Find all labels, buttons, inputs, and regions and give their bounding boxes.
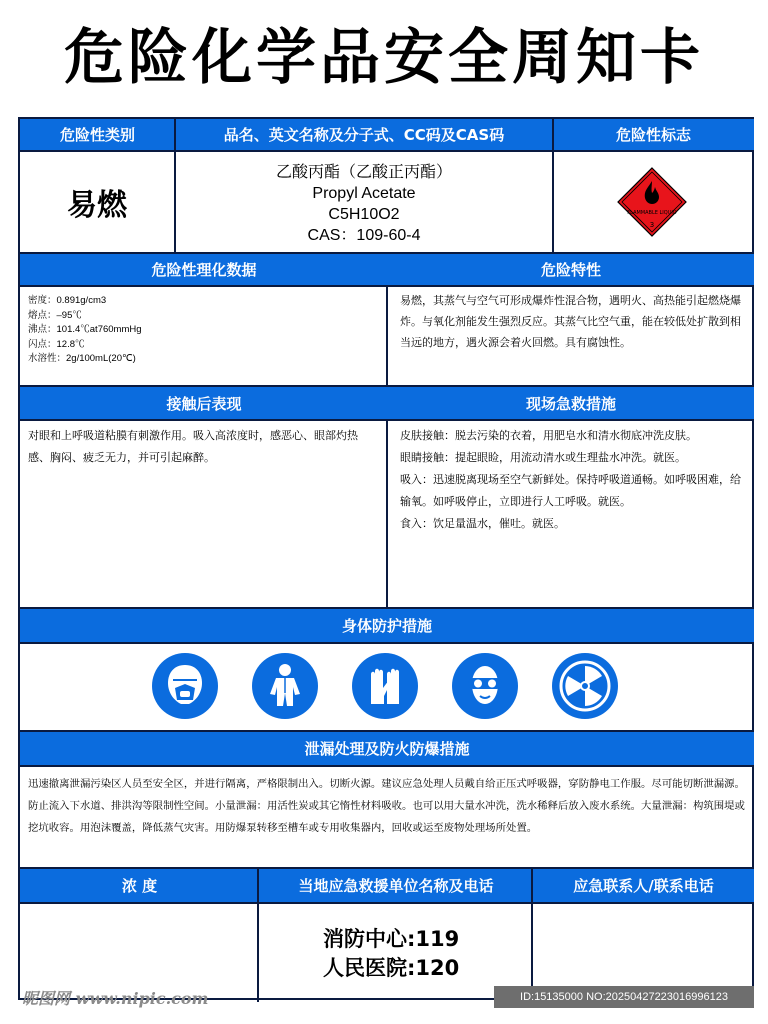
- first-aid-inhalation: 吸入：迅速脱离现场至空气新鲜处。保持呼吸道通畅。如呼吸困难，给输氧。如呼吸停止，立即进行人工呼吸。就医。: [400, 473, 741, 508]
- header-hazard-category: 危险性类别: [20, 117, 175, 152]
- first-aid-skin: 皮肤接触：脱去污染的衣着，用肥皂水和清水彻底冲洗皮肤。: [400, 429, 697, 442]
- goggles-icon: [452, 653, 518, 719]
- physchem-flash-point: 闪点：12.8℃: [28, 338, 85, 350]
- sign-class-number: 3: [649, 221, 655, 229]
- gloves-icon: [352, 653, 418, 719]
- header-concentration: 浓 度: [20, 867, 259, 904]
- header-names: 品名、英文名称及分子式、CC码及CAS码: [175, 117, 553, 152]
- physchem-list: [28, 294, 383, 367]
- protective-suit-icon: [252, 653, 318, 719]
- first-aid-eyes: 眼睛接触：提起眼睑，用流动清水或生理盐水冲洗。就医。: [400, 451, 686, 464]
- physchem-melting-point: 熔点：–95℃: [28, 309, 82, 321]
- hazard-properties-text: 易燃，其蒸气与空气可形成爆炸性混合物，遇明火、高热能引起燃烧爆炸。与氧化剂能发生强烈反应。其蒸气比空气重，能在较低处扩散到相当远的地方，遇火源会着火回燃。具有腐蚀性。: [400, 294, 741, 349]
- first-aid-ingestion: 食入：饮足量温水，催吐。就医。: [400, 517, 565, 530]
- english-name: Propyl Acetate: [312, 185, 416, 202]
- header-spill-handling: 泄漏处理及防火防爆措施: [20, 730, 754, 767]
- flammable-diamond-icon: [617, 167, 687, 237]
- fire-center-contact: 消防中心:119: [323, 927, 460, 951]
- rescue-contacts: [323, 925, 523, 983]
- physchem-solubility: 水溶性：2g/100mL(20℃): [28, 353, 136, 364]
- header-hazard-properties: 危险特性: [388, 252, 754, 287]
- chemical-names: [176, 162, 552, 246]
- safety-card: [18, 117, 754, 1000]
- header-first-aid: 现场急救措施: [388, 385, 754, 421]
- page-title: 危险化学品安全周知卡: [64, 23, 704, 93]
- header-contact-symptoms: 接触后表现: [20, 385, 388, 421]
- header-protection: 身体防护措施: [20, 607, 754, 644]
- respirator-mask-icon: [152, 653, 218, 719]
- cas-number: CAS：109-60-4: [307, 227, 421, 244]
- header-hazard-sign: 危险性标志: [553, 117, 754, 152]
- first-aid-list: [400, 425, 744, 535]
- hospital-contact: 人民医院:120: [323, 956, 460, 980]
- header-local-rescue: 当地应急救援单位名称及电话: [259, 867, 533, 904]
- sign-label: FLAMMABLE LIQUID: [627, 210, 677, 216]
- molecular-formula: C5H10O2: [328, 206, 400, 223]
- spill-handling-text: 迅速撤离泄漏污染区人员至安全区，并进行隔离，严格限制出入。切断火源。建议应急处理人员戴自给正压式呼吸器，穿防静电工作服。尽可能切断泄漏源。防止流入下水道、排洪沟等限制性空间。小量泄漏：用活性炭或其它惰性材料吸收。也可以用大量水冲洗，洗水稀释后放入废水系统。大量泄漏：构筑围堤或挖坑收容。用泡沫覆盖，降低蒸气灾害。用防爆泵转移至槽车或专用收集器内，回收或运至废物处理场所处置。: [28, 778, 745, 834]
- chinese-name: 乙酸丙酯（乙酸正丙酯）: [275, 164, 452, 181]
- physchem-boiling-point: 沸点：101.4℃at760mmHg: [28, 324, 142, 335]
- header-emergency-contact: 应急联系人/联系电话: [533, 867, 754, 904]
- header-physchem: 危险性理化数据: [20, 252, 388, 287]
- watermark-left: 昵图网 www.nipic.com: [22, 989, 209, 1008]
- physchem-density: 密度：0.891g/cm3: [28, 295, 107, 306]
- contact-symptoms-text: 对眼和上呼吸道粘膜有刺激作用。吸入高浓度时，感恶心、眼部灼热感、胸闷、疲乏无力，并可引起麻醉。: [28, 429, 358, 464]
- hazard-category-value: 易燃: [67, 188, 127, 223]
- ventilation-fan-icon: [552, 653, 618, 719]
- watermark-right: ID:15135000 NO:20250427223016996123: [494, 986, 754, 1008]
